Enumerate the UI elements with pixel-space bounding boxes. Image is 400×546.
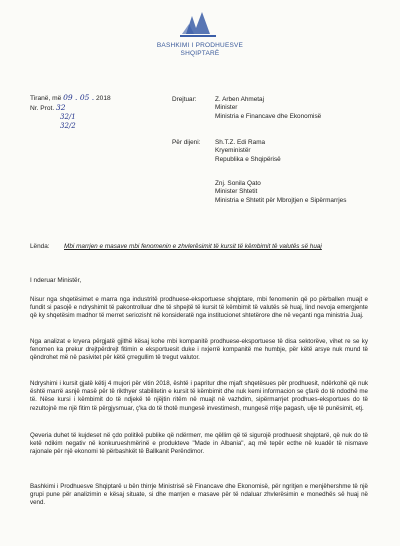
date-handwritten: 09 . 05 . — [63, 93, 95, 102]
organization-name — [140, 42, 260, 58]
to-name: Z. Arben Ahmetaj — [215, 96, 265, 103]
protocol-number: 32 — [56, 103, 66, 112]
protocol-subnumbers — [60, 113, 76, 131]
subject-line — [30, 243, 370, 251]
to-org: Ministria e Financave dhe Ekonomisë — [215, 112, 322, 120]
paragraph-5: Bashkimi i Prodhuesve Shqiptarë u bën thirrje Ministrisë së Financave dhe Ekonomisë, për ngritjen e menjëhershme të një grupi pune për analizimin e kësaj situate, si dhe marrjen e masave për të ndaluar zhvlerësimin e monedhës së huaj në vend. — [30, 483, 368, 507]
cc-name: Sh.T.Z. Edi Rama — [215, 139, 266, 146]
cc2-name: Znj. Sonila Qato — [215, 180, 261, 187]
paragraph-1: Nisur nga shqetësimet e marra nga industritë prodhuese-eksportuese shqiptare, mbi fenomenin që po përballen muajt e fundit si pasojë e ndryshimit të pakontrolluar dhe të shpejtë të kursit të këmbimit të valutës së huaj, lind nevoja emergjente që ky shqetësim madhor të merret seriozisht në konsideratë nga institucionet shtetërore dhe në veçanti nga ministria Juaj. — [30, 296, 368, 320]
org-line2: SHQIPTARË — [180, 50, 220, 57]
protocol-sub1: 32/1 — [60, 113, 76, 121]
protocol-sub2: 32/2 — [60, 122, 76, 130]
paragraph-2: Nga analizat e kryera përgjatë gjithë kësaj kohe mbi kompanitë prodhuese-eksportuese të disa sektorëve, vihet re se ky fenomen ka prekur drejtpërdrejt fitimin e eksportuesit duke i nxjerrë kompanitë me humbje, për këtë arsye nuk mund të qëndrohet më në pasivitet për këtë çrregullim të tregut valutor. — [30, 338, 368, 362]
cc-label: Për dijeni: — [172, 139, 201, 146]
to-label: Drejtuar: — [172, 96, 197, 103]
subject-text: Mbi marrjen e masave mbi fenomenin e zhvlerësimit të kursit të këmbimit të valutës së huaj — [64, 243, 322, 250]
place-label: Tiranë, më — [30, 95, 62, 102]
cc-title: Kryeministër — [215, 147, 251, 155]
org-line1: BASHKIMI I PRODHUESVE — [156, 42, 244, 49]
to-title: Minister — [215, 104, 238, 112]
salutation: I nderuar Ministër, — [30, 277, 82, 284]
cc-org: Republika e Shqipërisë — [215, 155, 281, 163]
subject-label: Lënda: — [30, 243, 50, 250]
cc2-org: Ministria e Shtetit për Mbrojtjen e Sipërmarrjes — [215, 196, 347, 204]
protocol-label: Nr. Prot. — [30, 105, 55, 112]
bps-logo-icon — [176, 6, 220, 40]
paragraph-4: Qeveria duhet të kujdeset në çdo politikë publike që ndërmerr, me qëllim që të sigurojë prodhuesit shqiptarë, që nuk do të ketë ndikim negativ në konkurueshmërinë e produkteve "Made in Albania", aq më tepër ecthe në kuadër të nismave rajonale për një ekonomi të përbashkët të Ballkanit Perëndimor. — [30, 432, 368, 456]
letter-meta — [30, 93, 111, 113]
paragraph-3: Ndryshimi i kursit gjatë këtij 4 mujori për vitin 2018, është i papritur dhe mjaft shqetësues për prodhuesit, ndërkohë që nuk është marrë asnjë masë për të rikthyer stabilitetin e kursit të këmbimit dhe nuk kemi informacion se çfarë do të ndodhë me të. Nëse kursi i këmbimit do të ndjekë të njëjtin ritëm në muajt në vazhdim, sipërmarrjet prodhues-eksportues do të rezultojnë me një fitim të përgjysmuar, ç'ka do të thotë mungesë investimesh, mungesë rritje pagash, ulje të punësimit, etj. — [30, 380, 368, 412]
cc2-title: Minister Shtetit — [215, 188, 258, 196]
date-year: 2018 — [95, 95, 111, 102]
